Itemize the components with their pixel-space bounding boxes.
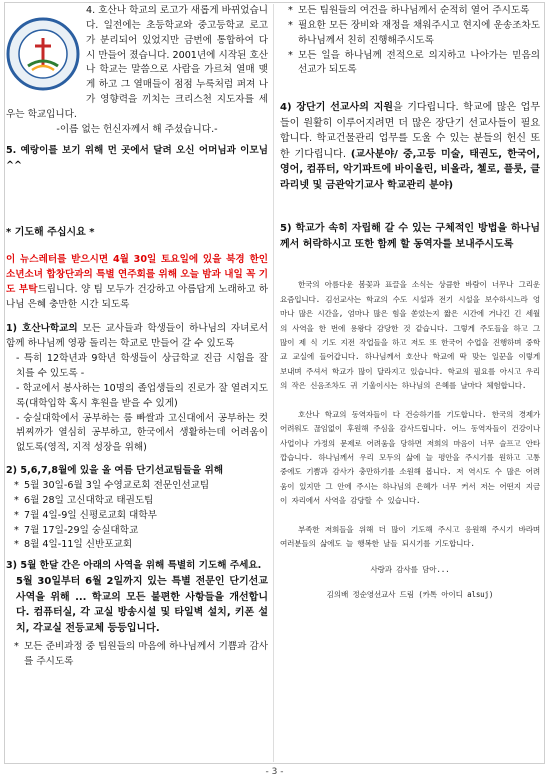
prayer-5: 5) 학교가 속히 자립해 갈 수 있는 구체적인 방법을 하나님께서 허락하시고 또한 함께 할 동역자를 보내주시도록 [280, 223, 540, 250]
prayer-1 [6, 322, 268, 352]
prayer-3-head: 3) 5월 한달 간은 아래의 사역을 위해 특별히 기도해 주세요. [6, 560, 262, 572]
intro-note: -이름 없는 헌신자께서 해 주셨습니다.- [56, 123, 218, 135]
list-item: * 7월 17일-29일 숭실대학교 [6, 524, 268, 539]
intro-paragraph: 4. 호산나 학교의 로고가 새롭게 바뀌었습니다. 일전에는 초등학교와 중고등학교 로고가 분리되어 있었지만 금번에 통합하여 다시 만들어 졌습니다. 2001년에 시작된 호산나 학교는 말씀으로 사람을 가르쳐 열매 맺게 하고 그 열매들이 점점 누룩처럼 퍼져 나가 영향력을 끼치는 크리스천 지도자를 세우는 학교입니다. [6, 5, 268, 121]
prayer-4 [280, 100, 540, 193]
list-item: * 5월 30일-6월 3일 수영교로회 전문인선교팀 [6, 479, 268, 494]
prayer-1-sub-2: - 학교에서 봉사하는 10명의 졸업생들의 진로가 잘 열려지도록(대학입학 혹시 후원을 받을 수 있게) [16, 382, 268, 409]
prayer-1-head: 1) 호산나학교의 [6, 323, 78, 335]
prayer-3-bullet-4: * 모든 일을 하나님께 전적으로 의지하고 나아가는 믿음의 선교가 되도록 [280, 49, 540, 79]
prayer-rest: 드립니다. 양 팀 모두가 건강하고 아름답게 노래하고 하나님 은혜 충만한 시간 되도록 [6, 283, 268, 310]
letter-paragraph-2: 호산나 학교의 동역자들이 다 건승하기를 기도합니다. 한국의 경제가 어려워도 끊임없이 후원해 주심을 감사드립니다. 어느 동역자들이 건강이나 사업이나 가정의 문제로 어려움을 당하면 저희의 마음이 너무 슬프고 안타깝습니다. 하나님께서 우리 모두의 삶에 늘 평안을 주시기를 원하고 고통 중에도 기쁨과 감사가 충만하기를 소원해 봅니다. 저 역시도 수 많은 어려움이 있지만 그 안에 주시는 하나님의 은혜가 너무 커서 저는 어떤지 지금 이 자리에서 사역을 감당할 수 있습니다. [280, 409, 540, 506]
page-number: - 3 - [265, 767, 284, 777]
prayer-intro [6, 253, 268, 312]
mission-team-list [6, 479, 268, 553]
prayer-4-head: 4) 장단기 선교사의 지원 [280, 102, 394, 114]
letter-paragraph-1: 한국의 아름다운 봄꽃과 표끌을 소식는 상큼한 바람이 너무나 그리운 요즘입니다. 김선교사는 학교의 수도 시설과 전기 시설을 보수하시느라 엉마나 많은 시간을, 엄마나 많은 힘을 쏟었는지 짧은 시간에 거나긴 긴 세월의 사역을 한 번에 용왕다 감당한 것 같습니다. 그렇게 주도들을 하고 그 많이 제 식 기도 지전 작업들을 하고 저도 또 한국어 수업을 진행하며 중학교 교실에 들어갑니다. 하나님께서 호산나 학교에 딱 맞는 일꾼을 이렇게 보내며 주셔서 학교가 많이 달라지고 있습니다. 학교의 필요를 아시고 우리의 작은 신음조차도 귀 기울이시는 하나님의 은혜를 날마다 체험합니다. [280, 280, 540, 391]
left-column [6, 4, 268, 670]
prayer-3-bullet-2: * 모든 팀원들의 여건을 하나님께서 순적히 열어 주시도록 [280, 4, 540, 19]
prayer-3-text: 5월 30일부터 6월 2일까지 있는 특별 전문인 단기선교사역을 위해 ... 학교의 모든 불편한 사항들을 개선합니다. 컴퓨터실, 각 교실 방송시설 및 타일벽 설치, 키폰 설치, 각교실 전등교체 등등입니다. [16, 576, 268, 634]
prayer-1-sub-3: - 숭실대학에서 공부하는 룸 빠쌀과 고신대에서 공부하는 컷 뷔찌까가 열심히 공부하고, 한국에서 생활하는데 어려움이 없도록(영적, 지적 성장을 위해) [16, 412, 268, 454]
list-item: * 8월 4일-11일 신반포교회 [6, 538, 268, 553]
column-divider [273, 4, 274, 762]
list-item: * 6월 28일 고신대학교 태권도팀 [6, 494, 268, 509]
prayer-3-bullet: * 모든 준비과정 중 팀원들의 마음에 하나님께서 기쁨과 감사를 주시도록 [6, 640, 268, 670]
prayer-3-bullet-3: * 필요한 모든 장비와 재정을 채워주시고 현지에 운송조차도 하나님께서 친히 진행해주시도록 [280, 19, 540, 49]
letter-closing: 사랑과 감사를 담아... [370, 565, 450, 575]
list-item: * 7월 4일-9일 신평로교회 대학부 [6, 509, 268, 524]
personal-letter [280, 278, 540, 602]
right-column [280, 4, 540, 602]
school-logo-icon [6, 16, 80, 92]
item-5: 5. 예랑이를 보기 위해 먼 곳에서 달려 오신 어머님과 이모님 ^^ [6, 144, 268, 171]
prayer-4-text: 을 기다립니다. 학교에 많은 업무들이 원활히 이루어지려면 더 많은 장단기 선교사들이 필요합니다. 학교건물관리 업무를 도울 수 있는 분들의 헌신 또한 기다립니다. [280, 102, 540, 160]
prayer-1-sub-1: - 특히 12학년과 9학년 학생들이 상급학교 진급 시험을 잘 치를 수 있도록 - [16, 353, 268, 379]
letter-paragraph-3: 부족한 저희들을 위해 더 많이 기도해 주시고 응원해 주시기 바라며 여러분들의 삶에도 늘 행복한 날들 되시기를 기도합니다. [280, 524, 540, 549]
prayer-4-fields: (교사분야/ 중,고등 미술, 태권도, 한국어, 영어, 컴퓨터, 악기파트에 바이올린, 비올라, 첼로, 플룻, 클라리넷 및 금관악기교사 학교관리 분야) [280, 148, 540, 191]
prayer-1-text: 모든 교사들과 학생들이 하나님의 자녀로서 함께 하나님께 영광 돌리는 학교로 만들어 갈 수 있도록 [6, 323, 268, 350]
prayer-2-head: 2) 5,6,7,8월에 있을 올 여름 단기선교팀들을 위해 [6, 465, 224, 477]
prayer-title: * 기도해 주십시요 * [6, 227, 95, 239]
prayer-urgent: 이 뉴스레터를 받으시면 4월 30일 토요일에 있을 북경 한인 소년소녀 합창단과의 특별 연주회를 위해 오늘 밤과 내일 꼭 기도 부탁 [6, 253, 268, 295]
letter-signature: 김의배 정순영선교사 드림 (카톡 아이디 alsuj) [326, 589, 494, 599]
